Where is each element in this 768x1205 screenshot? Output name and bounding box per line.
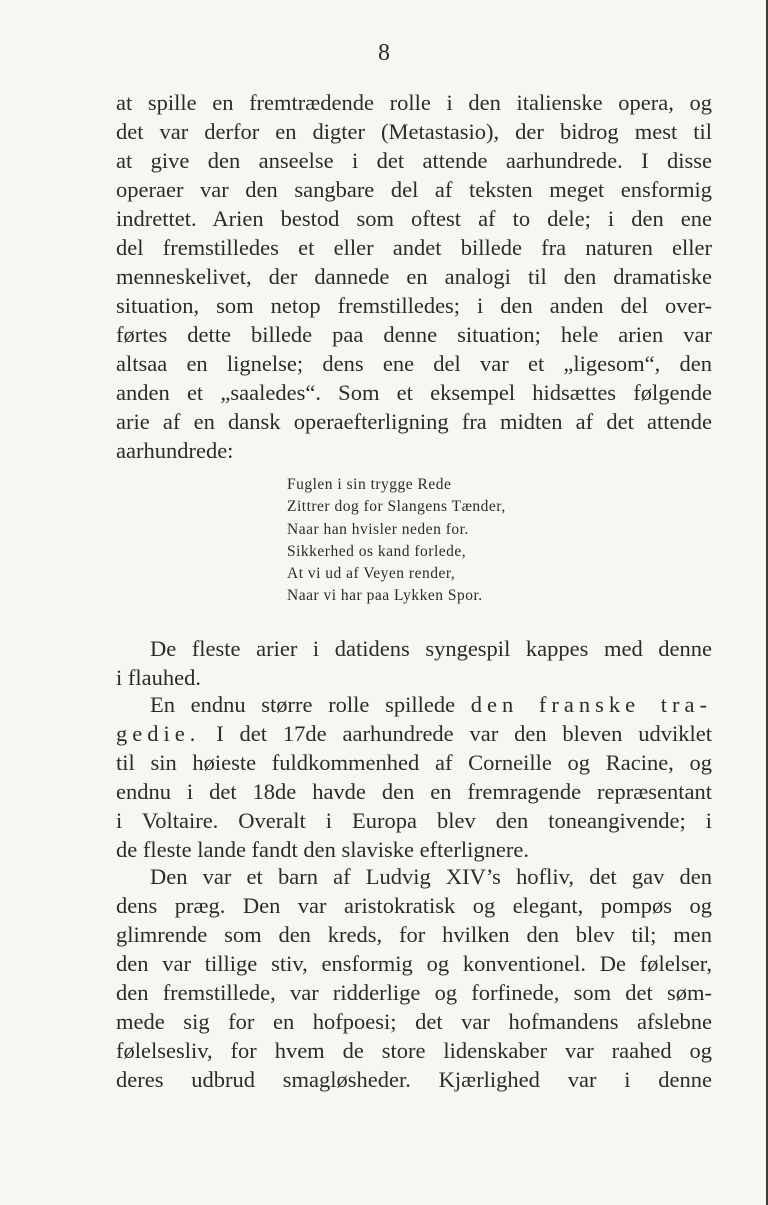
text-line: menneskelivet, der dannede en analogi til den dramatiske: [116, 264, 712, 289]
poem-line: Naar han hvisler neden for.: [287, 520, 469, 538]
text-fragment: I det 17de aarhundrede var den bleven udviklet: [216, 721, 712, 746]
paragraph-french-tragedy: [116, 690, 712, 864]
text-line: at spille en fremtrædende rolle i den italienske opera, og: [116, 90, 712, 115]
text-line: aarhundrede:: [116, 438, 234, 463]
text-line: De fleste arier i datidens syngespil kappes med denne: [150, 636, 712, 661]
poem-line: At vi ud af Veyen render,: [287, 565, 456, 583]
paragraph-opera: [116, 88, 712, 465]
poem-line: Fuglen i sin trygge Rede: [287, 476, 452, 493]
text-line: del fremstilledes et eller andet billede fra naturen eller: [116, 235, 712, 260]
text-line: [116, 690, 712, 719]
text-line: operaer var den sangbare del af teksten meget ensformig: [116, 177, 712, 202]
spaced-emphasis: gedie.: [116, 721, 201, 746]
text-line: dens præg. Den var aristokratisk og elegant, pompøs og: [116, 893, 712, 918]
text-line: det var derfor en digter (Metastasio), der bidrog mest til: [116, 119, 712, 144]
text-line: Den var et barn af Ludvig XIV’s hofliv, det gav den: [150, 864, 712, 889]
text-line: den fremstillede, var ridderlige og forfinede, som det søm-: [116, 980, 712, 1005]
text-line: [116, 719, 712, 748]
spaced-emphasis: den franske tra-: [470, 692, 712, 717]
text-line: i Voltaire. Overalt i Europa blev den toneangivende; i: [116, 808, 712, 833]
text-fragment: En endnu større rolle spillede: [150, 692, 456, 717]
text-line: i flauhed.: [116, 665, 201, 690]
text-line: indrettet. Arien bestod som oftest af to dele; i den ene: [116, 206, 712, 231]
text-line: anden et „saaledes“. Som et eksempel hidsættes følgende: [116, 380, 712, 405]
text-line: til sin høieste fuldkommenhed af Corneille og Racine, og: [116, 750, 712, 775]
text-line: at give den anseelse i det attende aarhundrede. I disse: [116, 148, 712, 173]
text-line: situation, som netop fremstilledes; i den anden del over-: [116, 293, 712, 318]
poem-line: Zittrer dog for Slangens Tænder,: [287, 498, 506, 516]
text-line: den var tillige stiv, ensformig og konventionel. De følelser,: [116, 951, 712, 976]
text-line: glimrende som den kreds, for hvilken den blev til; men: [116, 922, 712, 947]
page-number: 8: [378, 40, 390, 66]
poem-line: Sikkerhed os kand forlede,: [287, 542, 467, 560]
text-line: altsaa en lignelse; dens ene del var et „ligesom“, den: [116, 351, 712, 376]
text-line: følelsesliv, for hvem de store lidenskaber var raahed og: [116, 1038, 712, 1063]
paragraph-louis-xiv: [116, 862, 712, 1094]
text-line: de fleste lande fandt den slaviske efterlignere.: [116, 837, 529, 862]
text-line: førtes dette billede paa denne situation; hele arien var: [116, 322, 712, 347]
aria-poem: [287, 474, 506, 608]
paragraph-syngespil: [116, 634, 712, 692]
text-line: mede sig for en hofpoesi; det var hofmandens afslebne: [116, 1009, 712, 1034]
text-line: deres udbrud smagløsheder. Kjærlighed var i denne: [116, 1067, 712, 1092]
text-line: arie af en dansk operaefterligning fra midten af det attende: [116, 409, 712, 434]
text-line: endnu i det 18de havde den en fremragende repræsentant: [116, 779, 712, 804]
poem-line: Naar vi har paa Lykken Spor.: [287, 587, 483, 605]
